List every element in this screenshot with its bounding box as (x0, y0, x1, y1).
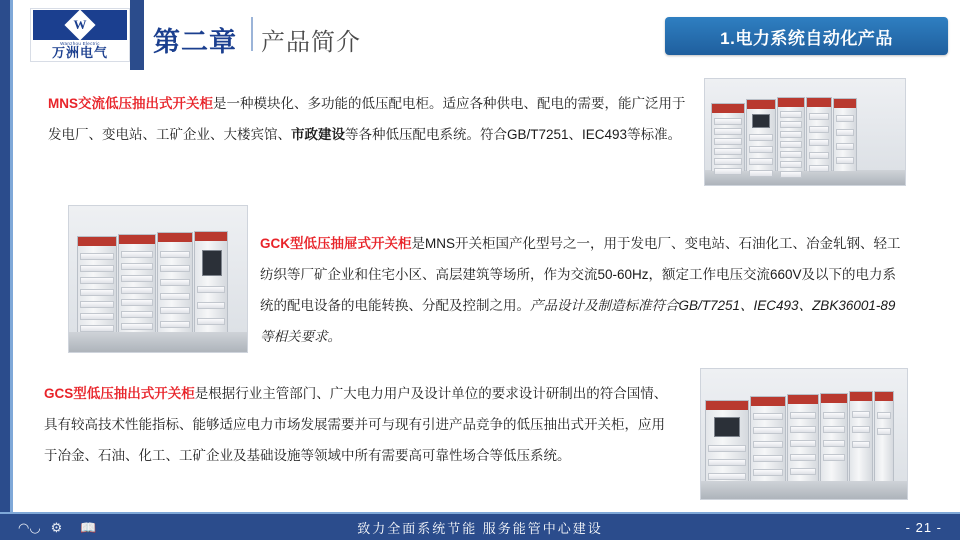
cabinet (874, 391, 894, 481)
logo-chinese-name: 万洲电气 (51, 44, 108, 60)
title-divider (251, 17, 253, 51)
left-accent-bar (0, 0, 10, 540)
cabinet (849, 391, 873, 481)
cabinet (820, 393, 848, 481)
footer-slogan: 致力全面系统节能 服务能管中心建设 (357, 520, 603, 536)
cabinet (711, 103, 745, 171)
gear-icon[interactable]: ⚙ (50, 519, 63, 535)
cabinet (77, 236, 117, 332)
cabinet-group (701, 369, 907, 499)
slide-footer (0, 514, 960, 540)
section-tag (665, 17, 948, 55)
cabinet (806, 97, 832, 171)
left-accent-bar-light (10, 0, 13, 540)
cabinet-group (705, 79, 905, 185)
image-mns-switchgear (704, 78, 906, 186)
section-tag-label: 1.电力系统自动化产品 (720, 28, 893, 48)
paragraph-mns-text: 是一种模块化、多功能的低压配电柜。适应各种供电、配电的需要，能广泛用于发电厂、变电站、工矿企业、大楼宾馆、 (48, 96, 686, 142)
cabinet-group (69, 206, 247, 352)
paragraph-mns-tail: 等各种低压配电系统。符合GB/T7251、IEC493等标准。 (345, 127, 682, 142)
chapter-subtitle: 产品简介 (261, 29, 361, 56)
image-gcs-switchgear (700, 368, 908, 500)
term-mns: MNS交流低压抽出式开关柜 (48, 96, 213, 111)
cabinet (194, 231, 228, 332)
paragraph-mns-bold: 市政建设 (291, 127, 345, 142)
chapter-label: 第二章 (153, 27, 237, 57)
cabinet (777, 97, 805, 171)
company-logo (30, 8, 130, 62)
slide-header (13, 0, 960, 70)
cabinet (705, 400, 749, 481)
paragraph-gck-text: 是MNS开关柜国产化型号之一，用于发电厂、变电站、石油化工、冶金轧钢、轻工纺织等厂矿企业和住宅小区、高层建筑等场所，作为交流50-60Hz，额定工作电压交流660V及以下的电力系统的配电设备的电能转换、分配及控制之用。 (260, 236, 901, 313)
paragraph-gcs-text: 是根据行业主管部门、广大电力用户及设计单位的要求设计研制出的符合国情、具有较高技术性能指标、能够适应电力市场发展需要并可与现有引进产品竞争的低压抽出式开关柜，应用于冶金、石油、化工、工矿企业及基础设施等领域中所有需要高可靠性场合等低压系统。 (44, 386, 668, 463)
paragraph-gck-standards: 产品设计及制造标准符合GB/T7251、IEC493、ZBK36001-89等相关要求。 (260, 298, 896, 344)
cabinet (833, 98, 857, 171)
term-gck: GCK型低压抽屉式开关柜 (260, 236, 412, 251)
cabinet (746, 99, 776, 171)
image-gck-switchgear (68, 205, 248, 353)
term-gcs: GCS型低压抽出式开关柜 (44, 386, 195, 401)
users-icon[interactable]: ◠◡ (18, 519, 41, 535)
paragraph-gcs (44, 378, 674, 471)
cabinet (118, 234, 156, 332)
cabinet (787, 394, 819, 481)
page-number: - 21 - (905, 519, 942, 535)
cabinet (750, 396, 786, 481)
cabinet (157, 232, 193, 332)
paragraph-gck (260, 228, 906, 352)
book-icon[interactable]: 📖 (80, 519, 97, 535)
logo-diamond-icon (33, 10, 127, 40)
chapter-band (130, 0, 144, 70)
paragraph-mns (48, 88, 688, 150)
logo-english-name: Wanzhou Electric (60, 40, 100, 46)
